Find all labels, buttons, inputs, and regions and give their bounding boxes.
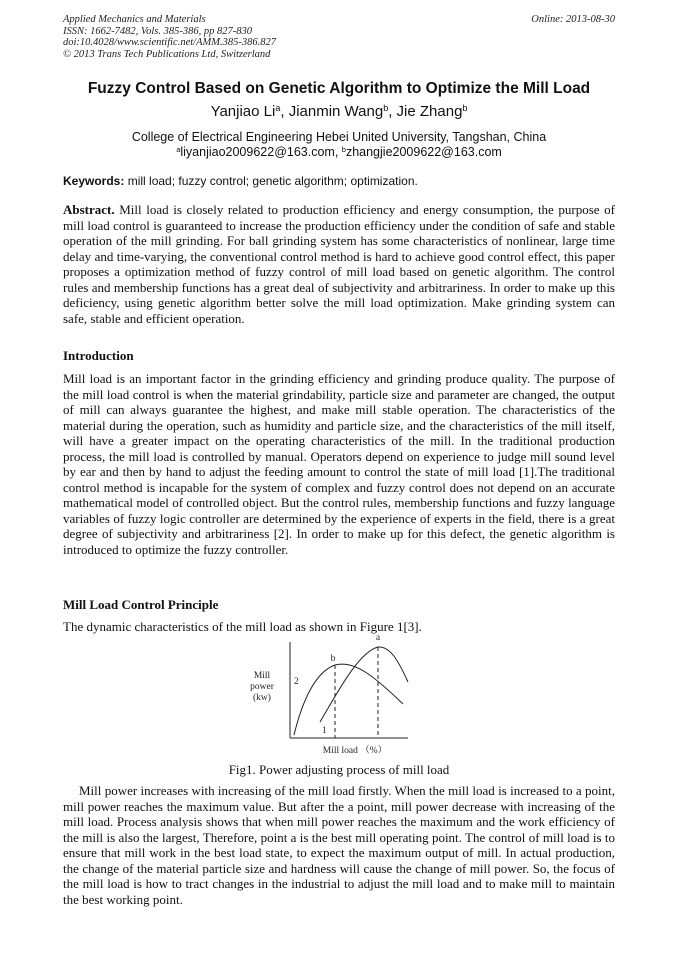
abstract-text: Mill load is closely related to production efficiency and energy consumption, the purpose of mill load control is guaranteed to increase the production efficiency under the condition of safe and stable operation of the mill grinding. For ball grinding system has some characteristics of nonlinear, large time delay and time-varying, the conventional control method is hard to achieve good control effect, this paper proposes a optimization method of fuzzy control of mill load based on genetic algorithm. The control rules and membership functions has a great deal of subjectivity and arbitrariness. In order to make up this deficiency, using genetic algorithm better solve the mill load optimization. Make grinding system can safe, stable and efficient operation. <box>63 202 616 326</box>
affiliation-block <box>40 130 638 160</box>
issn-line: ISSN: 1662-7482, Vols. 385-386, pp 827-830 <box>63 25 252 37</box>
principle-heading: Mill Load Control Principle <box>63 597 219 612</box>
author-affil-mark: b <box>462 103 468 114</box>
email-mark: a <box>176 144 181 154</box>
abstract-paragraph <box>63 202 615 326</box>
figure-caption: Fig1. Power adjusting process of mill load <box>228 762 450 777</box>
email-line: $^a$liyanjiao2009622@163.com, $^b$zhangjie2009622@163.com <box>176 144 502 159</box>
principle-intro: The dynamic characteristics of the mill load as shown in Figure 1[3]. <box>63 619 422 634</box>
page-header <box>63 14 615 60</box>
copyright-line: © 2013 Trans Tech Publications Ltd, Switzerland <box>63 48 271 60</box>
email-address: liyanjiao2009622@163.com <box>180 145 335 159</box>
author-name: Jianmin Wang <box>288 103 384 120</box>
power-curve-diagram <box>240 632 410 760</box>
point-a-label: a <box>375 633 381 643</box>
online-date: Online: 2013-08-30 <box>531 14 615 25</box>
keywords-line <box>63 174 615 188</box>
y-label-line: power <box>250 682 274 692</box>
introduction-heading: Introduction <box>63 348 134 363</box>
point-b-label: b <box>330 654 336 664</box>
keywords-text: mill load; fuzzy control; genetic algorithm; optimization. <box>127 174 418 188</box>
affiliation: College of Electrical Engineering Hebei United University, Tangshan, China <box>131 130 547 144</box>
doi-line: doi:10.4028/www.scientific.net/AMM.385-386.827 <box>63 37 276 48</box>
journal-name: Applied Mechanics and Materials <box>63 14 206 25</box>
email-mark: b <box>341 144 346 154</box>
figure-1 <box>240 632 410 760</box>
x-axis-label: Mill load （%） <box>322 746 388 756</box>
author-list: Yanjiao Li$^a$, Jianmin Wang$^b$, Jie Zhang$^b$ <box>210 103 468 120</box>
author-name: Jie Zhang <box>396 103 463 120</box>
introduction-paragraph: Mill load is an important factor in the grinding efficiency and grinding produce quality. The purpose of the mill load control is when the material grindability, particle size and parameter are changed, the output of mill can always guarantee the highest, and make mill stable operation. The characteristics of the material during the operation, such as humidity and particle size, and the characteristics of the mill itself, will have a greater impact on the operating characteristics of the mill. In the traditional production process, the mill load is controlled by manual. Operators depend on experience to judge mill sound level by ear and then by hand to adjust the feeding amount to control the state of mill load [1].The traditional control method is incapable for the system of complex and fuzzy control does not depend on an accurate mathematical model of controlled object. But the control rules, membership functions and fuzzy language variables of fuzzy logic controller are determined by the experience of experts in the field, there is a great degree of subjectivity and arbitrariness [2]. In order to make up for this defect, the genetic algorithm is introduced to optimize the fuzzy controller. <box>63 371 615 557</box>
abstract-label: Abstract. <box>63 202 115 217</box>
y-label-line: Mill <box>253 671 271 681</box>
y-label-line: (kw) <box>253 693 271 703</box>
curve-2-label: 2 <box>294 677 299 687</box>
principle-paragraph: Mill power increases with increasing of the mill load firstly. When the mill load is increased to a point, mill power reaches the maximum value. But after the a point, mill power decrease with increasing of the mill load. Process analysis shows that when mill power reaches the maximum and the work efficiency of the mill is also the largest, Therefore, point a is the best mill operating point. The control of mill load is to ensure that mill work in the best load state, to expect the maximum output of mill. In actual production, the change of the material particle size and hardness will cause the change of mill power. So, the focus of the mill load is how to tract changes in the industrial to adjust the mill load and to make mill to maintain the best working point. <box>63 783 615 907</box>
author-name: Yanjiao Li <box>210 103 276 120</box>
author-affil-mark: b <box>383 103 389 114</box>
keywords-label: Keywords: <box>63 174 125 188</box>
paper-title: Fuzzy Control Based on Genetic Algorithm to Optimize the Mill Load <box>87 80 591 97</box>
email-address: zhangjie2009622@163.com <box>345 145 502 159</box>
author-affil-mark: a <box>275 103 281 114</box>
curve-1-label: 1 <box>322 726 327 736</box>
